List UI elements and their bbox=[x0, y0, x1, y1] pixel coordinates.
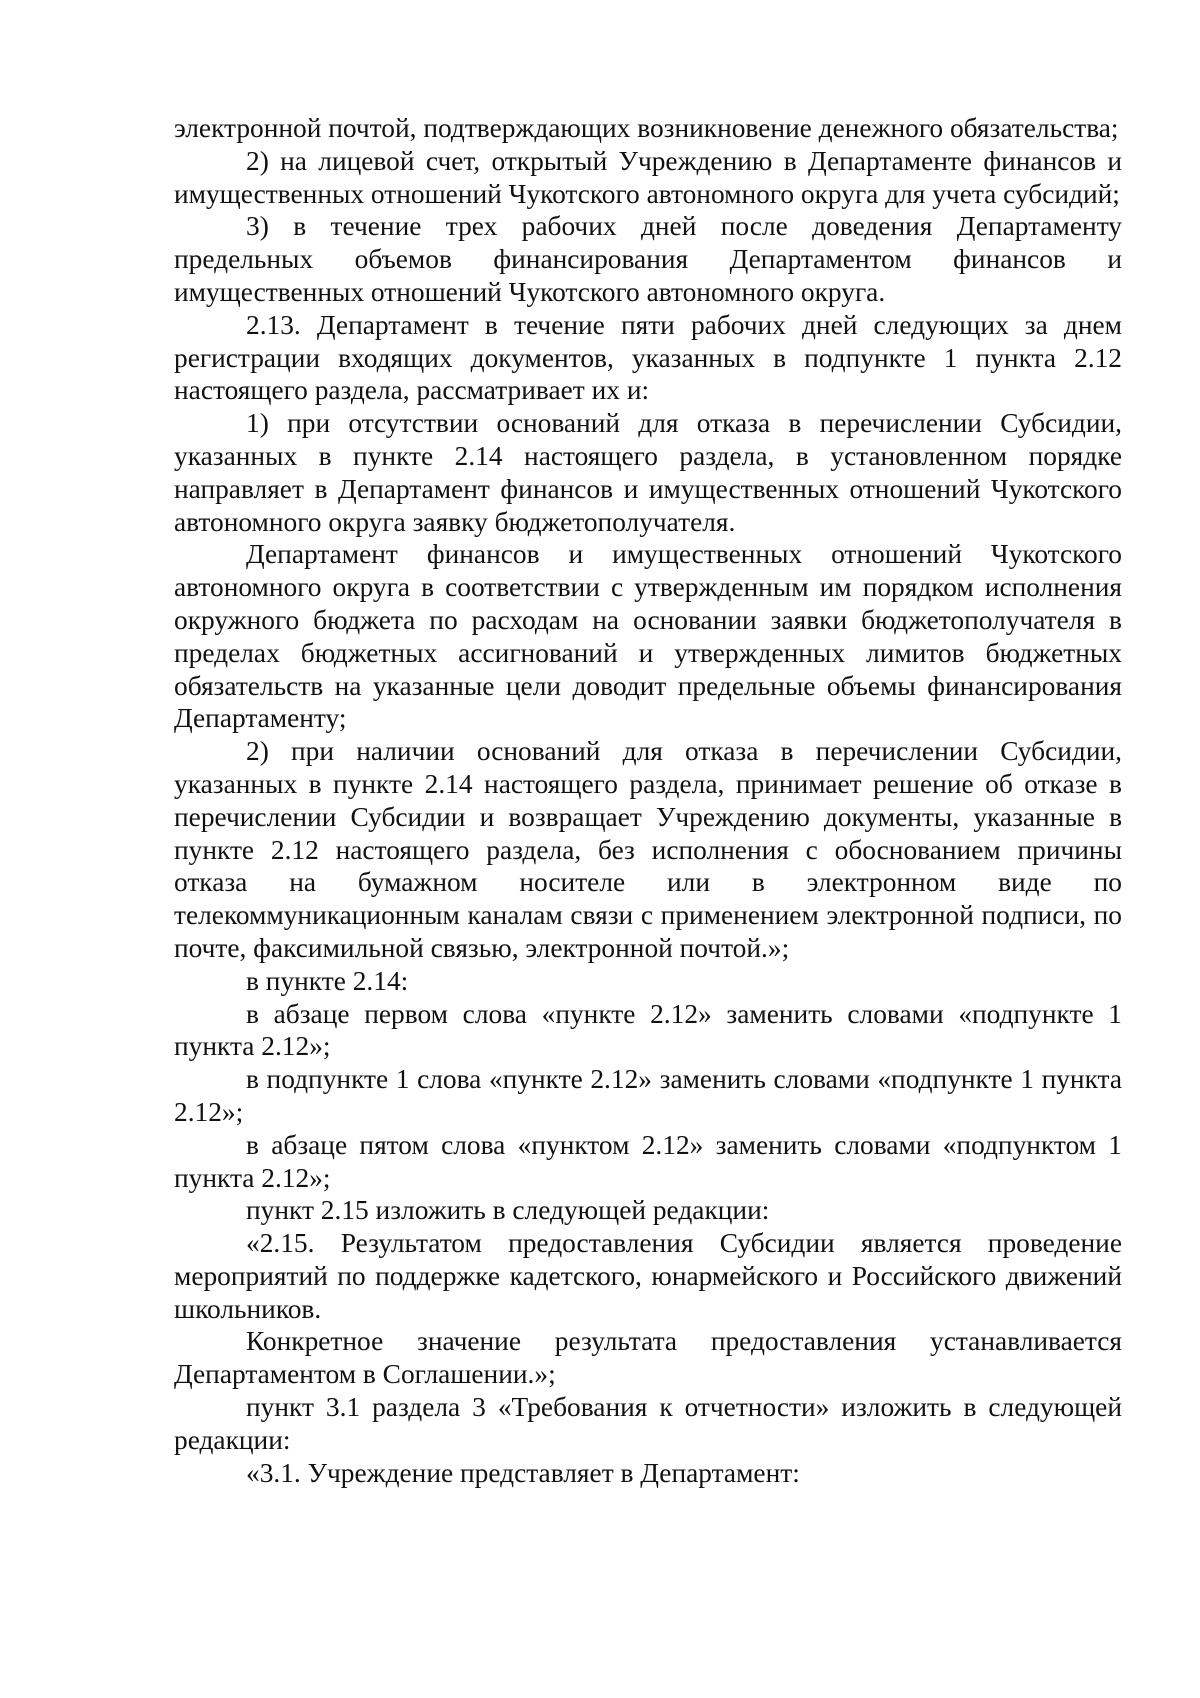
paragraph-6: Департамент финансов и имущественных отношений Чукотского автономного округа в соответствии с утвержденным им порядком исполнения окружного бюджета по расходам на основании заявки бюджетополучателя в пределах бюджетных ассигнований и утвержденных лимитов бюджетных обязательств на указанные цели доводит предельные объемы финансирования Департаменту; bbox=[174, 539, 1122, 734]
paragraph-10: в подпункте 1 слова «пункте 2.12» заменить словами «подпункте 1 пункта 2.12»; bbox=[174, 1064, 1122, 1127]
paragraph-8: в пункте 2.14: bbox=[246, 965, 409, 996]
document-page bbox=[174, 112, 1122, 1489]
paragraph-14: Конкретное значение результата предоставления устанавливается Департаментом в Соглашении.»; bbox=[174, 1326, 1122, 1390]
paragraph-15: пункт 3.1 раздела 3 «Требования к отчетности» изложить в следующей редакции: bbox=[174, 1392, 1122, 1455]
paragraph-7: 2) при наличии оснований для отказа в перечислении Субсидии, указанных в пункте 2.14 настоящего раздела, принимает решение об отказе в перечислении Субсидии и возвращает Учреждению документы, указанные в пункте 2.12 настоящего раздела, без исполнения с обоснованием причины отказа на бумажном носителе или в электронном виде по телекоммуникационным каналам связи с применением электронной подписи, по почте, факсимильной связью, электронной почтой.»; bbox=[174, 736, 1122, 963]
paragraph-12: пункт 2.15 изложить в следующей редакции: bbox=[246, 1195, 770, 1226]
paragraph-16: «3.1. Учреждение представляет в Департамент: bbox=[246, 1457, 800, 1488]
paragraph-11: в абзаце пятом слова «пунктом 2.12» заменить словами «подпунктом 1 пункта 2.12»; bbox=[174, 1129, 1122, 1193]
paragraph-1: электронной почтой, подтверждающих возникновение денежного обязательства; bbox=[174, 113, 1119, 143]
paragraph-5: 1) при отсутствии оснований для отказа в перечислении Субсидии, указанных в пункте 2.14 настоящего раздела, в установленном порядке направляет в Департамент финансов и имущественных отношений Чукотского автономного округа заявку бюджетополучателя. bbox=[174, 408, 1122, 537]
paragraph-13: «2.15. Результатом предоставления Субсидии является проведение мероприятий по поддержке кадетского, юнармейского и Российского движений школьников. bbox=[174, 1228, 1122, 1324]
paragraph-3: 3) в течение трех рабочих дней после доведения Департаменту предельных объемов финансирования Департаментом финансов и имущественных отношений Чукотского автономного округа. bbox=[174, 211, 1122, 307]
paragraph-2: 2) на лицевой счет, открытый Учреждению в Департаменте финансов и имущественных отношений Чукотского автономного округа для учета субсидий; bbox=[174, 145, 1122, 209]
paragraph-9: в абзаце первом слова «пункте 2.12» заменить словами «подпункте 1 пункта 2.12»; bbox=[174, 998, 1122, 1062]
paragraph-4: 2.13. Департамент в течение пяти рабочих дней следующих за днем регистрации входящих документов, указанных в подпункте 1 пункта 2.12 настоящего раздела, рассматривает их и: bbox=[174, 309, 1122, 406]
